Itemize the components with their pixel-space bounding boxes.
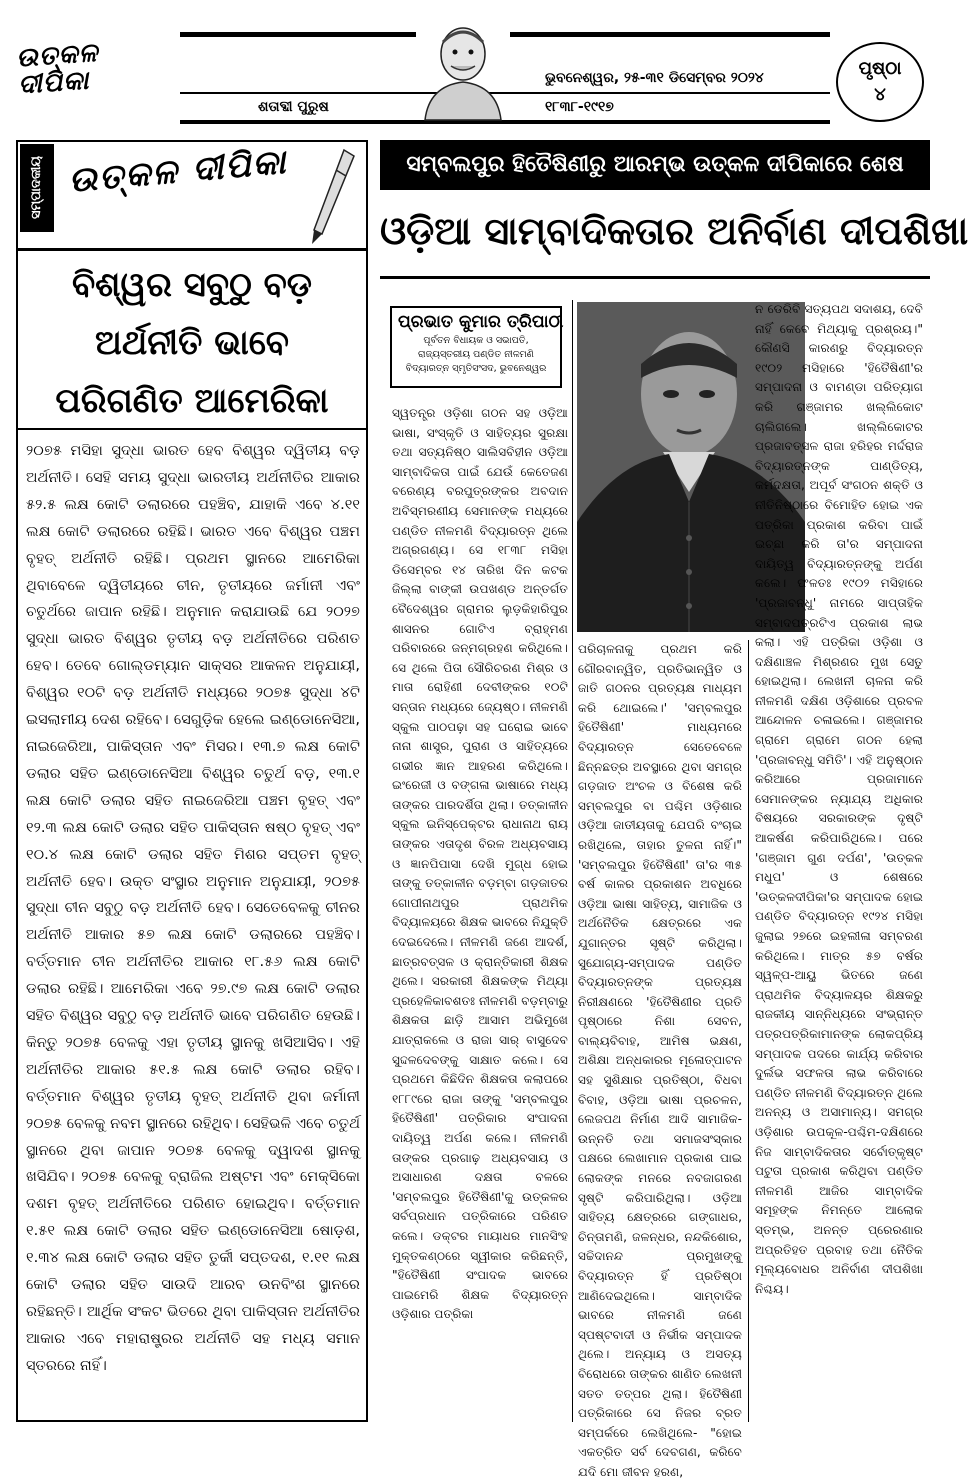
editorial-headline-line-2: ପରିଗଣିତ ଆମେରିକା: [55, 381, 329, 421]
feature-column-1: ସ୍ୱତନ୍ତ୍ର ଓଡ଼ିଶା ଗଠନ ସହ ଓଡ଼ିଆ ଭାଷା, ସଂସ୍କୃତି ଓ ସାହିତ୍ୟର ସୁରକ୍ଷା ତଥା ସତ୍ୟନିଷ୍ଠ ସାଲିସବିହୀନ ଓଡ଼ିଆ ସାମ୍ବାଦିକତା ପାଇଁ ଯେଉଁ କେତେଜଣ ବରେଣ୍ୟ ବରପୁତ୍ରଙ୍କର ଅବଦାନ ଅବିସ୍ମରଣୀୟ ସେମାନଙ୍କ ମଧ୍ୟରେ ପଣ୍ଡିତ ନୀଳମଣି ବିଦ୍ୟାରତ୍ନ ଥିଲେ ଅଗ୍ରଗଣ୍ୟ। ସେ ୧୮୩୮ ମସିହା ଡିସେମ୍ବର ୧୪ ତାରିଖ ଦିନ କଟକ ଜିଲ୍ଲା ବାଙ୍କୀ ଉପଖଣ୍ଡ ଅନ୍ତର୍ଗତ ବୈଦେଶ୍ୱର ଗ୍ରାମର ଲୁଡ଼କିହାରିପୁର ଶାସନର ଗୋଟିଏ ବ୍ରାହ୍ମଣ ପରିବାରରେ ଜନ୍ମଗ୍ରହଣ କରିଥିଲେ। ସେ ଥିଲେ ପିତା ସୌରିଚରଣ ମିଶ୍ର ଓ ମାତା ରୋହିଣୀ ଦେବୀଙ୍କର ୧୦ଟି ସନ୍ତାନ ମଧ୍ୟରେ ଜ୍ୟେଷ୍ଠ। ନୀଳମଣି ସ୍କୁଲ ପାଠପଢ଼ା ସହ ଘରୋଇ ଭାବେ ନାନା ଶାସ୍ତ୍ର, ପୁରାଣ ଓ ସାହିତ୍ୟରେ ଗଭୀର ଜ୍ଞାନ ଆହରଣ କରିଥିଲେ। ଇଂରେଜୀ ଓ ବଙ୍ଗଳା ଭାଷାରେ ମଧ୍ୟ ତାଙ୍କର ପାରଦର୍ଶିତା ଥିଲା। ତତ୍କାଳୀନ ସ୍କୁଲ ଇନିସ୍ପେକ୍ଟର ରାଧାନାଥ ରାୟ ତାଙ୍କର ଏତାଦୃଶ ବିରଳ ଅଧ୍ୟବସାୟ ଓ ଜ୍ଞାନପିପାସା ଦେଖି ମୁଗ୍ଧ ହୋଇ ତାଙ୍କୁ ତତ୍କାଳୀନ ବଡ଼ମ୍ବା ଗଡ଼ଜାତର ଗୋପୀନାଥପୁର ପ୍ରାଥମିକ ବିଦ୍ୟାଳୟରେ ଶିକ୍ଷକ ଭାବରେ ନିଯୁକ୍ତି ଦେଇଦେଲେ। ନୀଳମଣି ଜଣେ ଆଦର୍ଶ, ଛାତ୍ରବତ୍ସଳ ଓ କ୍ରାନ୍ତିକାରୀ ଶିକ୍ଷକ ଥିଲେ। ସରକାରୀ ଶିକ୍ଷକଙ୍କ ମିଥ୍ୟା ପ୍ରହେଳିକାବଶତଃ ନୀଳମଣି ବଡ଼ମ୍ବାରୁ ଶିକ୍ଷକତା ଛାଡ଼ି ଆସାମ ଅଭିମୁଖେ ଯାତ୍ରାକଲେ ଓ ରାଜା ସାର୍ ବାସୁଦେବ ସୁଦ୍ଦଳଦେବଙ୍କୁ ସାକ୍ଷାତ କଲେ। ସେ ପ୍ରଥମେ କିଛିଦିନ ଶିକ୍ଷକତା କଲାପରେ ୧୮୮୯ରେ ରାଜା ତାଙ୍କୁ 'ସମ୍ବଲପୁର ହିତୈଷିଣୀ' ପତ୍ରିକାର ସଂପାଦନା ଦାୟିତ୍ୱ ଅର୍ପଣ କଲେ। ନୀଳମଣି ତାଙ୍କର ପ୍ରଗାଢ଼ ଅଧ୍ୟବସାୟ ଓ ଅସାଧାରଣ ଦକ୍ଷତା ବଳରେ 'ସମ୍ବଲପୁର ହିତୈଷିଣୀ'କୁ ଉତ୍କଳର ସର୍ବପ୍ରଧାନ ପତ୍ରିକାରେ ପରିଣତ କଲେ। ଡକ୍ଟର ମାୟାଧର ମାନସିଂହ ମୁକ୍ତକଣ୍ଠରେ ସ୍ୱୀକାର କରିଛନ୍ତି, "ହିତୈଷିଣୀ ସଂପାଦକ ଭାବରେ ପାଇମେରି ଶିକ୍ଷକ ବିଦ୍ୟାରତ୍ନ ଓଡ଼ିଶାର ପତ୍ରିକା: [392, 406, 568, 1322]
page-label: ପୃଷ୍ଠା: [858, 58, 902, 79]
years-label: ୧୮୩୮-୧୯୧୭: [545, 99, 614, 115]
editorial-column-masthead: ଉତ୍କଳ ଦୀପିକା: [66, 141, 289, 201]
editorial-headline-rule: [18, 428, 366, 430]
page-number-badge: [836, 42, 924, 122]
centenary-label: ଶତାବ୍ଦୀ ପୁରୁଷ: [258, 99, 329, 115]
editorial-rule: [18, 248, 366, 251]
column-divider-2: [748, 640, 749, 1422]
page-number: ୪: [874, 84, 886, 105]
pen-icon: [300, 146, 360, 246]
header-rule-top: [180, 32, 416, 37]
author-title: ପୂର୍ବତନ ବିଧାୟକ ଓ ସଭାପତି, ରାଜ୍ୟସ୍ତରୀୟ ପଣ୍ଡିତ ନୀଳମଣି ବିଦ୍ୟାରତ୍ନ ସ୍ମୃତିସଂସଦ, ଭୁବନେଶ୍ୱର: [405, 335, 547, 374]
header-rule-bottom: [180, 120, 830, 124]
author-name: ପ୍ରଭାତ କୁମାର ତ୍ରିପାଠୀ: [398, 312, 564, 332]
editorial-vertical-label: ସମ୍ପାଦକୀୟ: [20, 144, 54, 232]
founder-portrait-icon: [417, 20, 509, 120]
author-byline: [390, 306, 562, 388]
header-rule-top-right: [510, 32, 830, 37]
feature-headline: ଓଡ଼ିଆ ସାମ୍ବାଦିକତାର ଅନିର୍ବାଣ ଦୀପଶିଖା: [380, 209, 968, 253]
feature-column-2: ପରିଚାଳନାକୁ ପ୍ରଥମ କରି ଗୌରବାନ୍ୱିତ, ପ୍ରତିଭାନ୍ୱିତ ଓ ଜାତି ଗଠନର ପ୍ରତ୍ୟକ୍ଷ ମାଧ୍ୟମ କରି ଥୋଇଲେ।' 'ସମ୍ବଲପୁର ହିତୈଷିଣୀ' ମାଧ୍ୟମରେ ବିଦ୍ୟାରତ୍ନ ସେତେବେଳେ ଛିନ୍ନଛତ୍ର ଅବସ୍ଥାରେ ଥିବା ସମଗ୍ର ଗଡ଼ଜାତ ଅଂଚଳ ଓ ବିଶେଷ କରି ସମ୍ବଲପୁର ବା ପଶ୍ଚିମ ଓଡ଼ିଶାର ଓଡ଼ିଆ ଜାତୀୟତାକୁ ଯେପରି ବଂଚାଇ ରଖିଥିଲେ, ତାହାର ତୁଳନା ନାହିଁ।" 'ସମ୍ବଲପୁର ହିତୈଷିଣୀ' ତା'ର ୩୫ ବର୍ଷ କାଳର ପ୍ରକାଶନ ଅବଧିରେ ଓଡ଼ିଆ ଭାଷା ସାହିତ୍ୟ, ସାମାଜିକ ଓ ଅର୍ଥନୈତିକ କ୍ଷେତ୍ରରେ ଏକ ଯୁଗାନ୍ତର ସୃଷ୍ଟି କରିଥିଲା। ସୁଯୋଗ୍ୟ-ସମ୍ପାଦକ ପଣ୍ଡିତ ବିଦ୍ୟାରତ୍ନଙ୍କ ପ୍ରତ୍ୟକ୍ଷ ନିରୀକ୍ଷଣରେ 'ହିତୈଷିଣୀର ପ୍ରତି ପୃଷ୍ଠାରେ ନିଶା ସେବନ, ବାଲ୍ୟବିବାହ, ଆମିଷ ଭକ୍ଷଣ, ଅଶିକ୍ଷା ଅନ୍ଧକାରର ମୂଳୋତ୍ପାଟନ ସହ ସୁଶିକ୍ଷାର ପ୍ରତିଷ୍ଠା, ବିଧବା ବିବାହ, ଓଡ଼ିଆ ଭାଷା ପ୍ରଚଳନ, ଲେଜପଥ ନିର୍ମାଣ ଆଦି ସାମାଜିକ-ଉନ୍ନତି ତଥା ସମାଜସଂସ୍କାର ପକ୍ଷରେ ଲେଖାମାନ ପ୍ରକାଶ ପାଇ ଲୋକଙ୍କ ମନରେ ନବଜାଗରଣ ସୃଷ୍ଟି କରିପାରିଥିଲା। ଓଡ଼ିଆ ସାହିତ୍ୟ କ୍ଷେତ୍ରରେ ଗଙ୍ଗାଧର, ଚିନ୍ତାମଣି, ଜଳନ୍ଧର, ନନ୍ଦକିଶୋର, ସଚ୍ଚିଦାନନ୍ଦ ପ୍ରମୁଖଙ୍କୁ ବିଦ୍ୟାରତ୍ନ ହିଁ ପ୍ରତିଷ୍ଠା ଆଣିଦେଇଥିଲେ। ସାମ୍ବାଦିକ ଭାବରେ ନୀଳମଣି ଜଣେ ସ୍ପଷ୍ଟବାଦୀ ଓ ନିର୍ଭୀକ ସମ୍ପାଦକ ଥିଲେ। ଅନ୍ୟାୟ ଓ ଅସତ୍ୟ ବିରୋଧରେ ତାଙ୍କର ଶାଣିତ ଲେଖନୀ ସତତ ତତ୍ପର ଥିଲା। ହିତୈଷିଣୀ ପତ୍ରିକାରେ ସେ ନିଜର ବ୍ରତ ସମ୍ପର୍କରେ ଲେଖିଥିଲେ- "ହୋଇ ଏକତ୍ରିତ ସର୍ବ ଦେବଗଣ, କରିବେ ଯଦି ମୋ ଜୀବନ ହରଣ,: [578, 642, 742, 1479]
editorial-body: ୨୦୭୫ ମସିହା ସୁଦ୍ଧା ଭାରତ ହେବ ବିଶ୍ୱର ଦ୍ୱିତୀୟ ବଡ଼ ଅର୍ଥନୀତି। ସେହି ସମୟ ସୁଦ୍ଧା ଭାରତୀୟ ଅର୍ଥନୀତିର ଆକାର ୫୨.୫ ଲକ୍ଷ କୋଟି ଡଲାରରେ ପହଞ୍ଚିବ, ଯାହାକି ଏବେ ୪.୧୧ ଲକ୍ଷ କୋଟି ଡଲାରରେ ରହିଛି। ଭାରତ ଏବେ ବିଶ୍ୱର ପଞ୍ଚମ ବୃହତ୍ ଅର୍ଥନୀତି ରହିଛି। ପ୍ରଥମ ସ୍ଥାନରେ ଆମେରିକା ଥିବାବେଳେ ଦ୍ୱିତୀୟରେ ଚୀନ, ତୃତୀୟରେ ଜର୍ମାନୀ ଏବଂ ଚତୁର୍ଥରେ ଜାପାନ ରହିଛି। ଅନୁମାନ କରାଯାଉଛି ଯେ ୨୦୨୭ ସୁଦ୍ଧା ଭାରତ ବିଶ୍ୱର ତୃତୀୟ ବଡ଼ ଅର୍ଥନୀତିରେ ପରିଣତ ହେବ। ତେବେ ଗୋଲ୍ଡମ୍ୟାନ ସାକ୍ସର ଆକଳନ ଅନୁଯାୟୀ, ବିଶ୍ୱର ୧୦ଟି ବଡ଼ ଅର୍ଥନୀତି ମଧ୍ୟରେ ୨୦୭୫ ସୁଦ୍ଧା ୪ଟି ଇସଲାମୀୟ ଦେଶ ରହିବେ। ସେଗୁଡ଼ିକ ହେଲେ ଇଣ୍ଡୋନେସିଆ, ନାଇଜେରିଆ, ପାକିସ୍ତାନ ଏବଂ ମିସର। ୧୩.୭ ଲକ୍ଷ କୋଟି ଡଲାର ସହିତ ଇଣ୍ଡୋନେସିଆ ବିଶ୍ୱର ଚତୁର୍ଥ ବଡ଼, ୧୩.୧ ଲକ୍ଷ କୋଟି ଡଲାର ସହିତ ନାଇଜେରିଆ ପଞ୍ଚମ ବୃହତ୍ ଏବଂ ୧୨.୩ ଲକ୍ଷ କୋଟି ଡଲାର ସହିତ ପାକିସ୍ତାନ ଷଷ୍ଠ ବୃହତ୍ ଏବଂ ୧୦.୪ ଲକ୍ଷ କୋଟି ଡଲାର ସହିତ ମିଶର ସପ୍ତମ ବୃହତ୍ ଅର୍ଥନୀତି ହେବ। ଉକ୍ତ ସଂସ୍ଥାର ଅନୁମାନ ଅନୁଯାୟୀ, ୨୦୭୫ ସୁଦ୍ଧା ଚୀନ ସବୁଠୁ ବଡ଼ ଅର୍ଥନୀତି ହେବ। ସେତେବେଳକୁ ଚୀନର ଅର୍ଥନୀତି ଆକାର ୫୭ ଲକ୍ଷ କୋଟି ଡଲାରରେ ପହଞ୍ଚିବ। ବର୍ତ୍ତମାନ ଚୀନ ଅର୍ଥନୀତିର ଆକାର ୧୮.୫୬ ଲକ୍ଷ କୋଟି ଡଲାର ରହିଛି। ଆମେରିକା ଏବେ ୨୭.୯୭ ଲକ୍ଷ କୋଟି ଡଲାର ସହିତ ବିଶ୍ୱର ସବୁଠୁ ବଡ଼ ଅର୍ଥନୀତି ଭାବେ ପରିଗଣିତ ହେଉଛି। କିନ୍ତୁ ୨୦୭୫ ବେଳକୁ ଏହା ତୃତୀୟ ସ୍ଥାନକୁ ଖସିଆସିବ। ଏହି ଅର୍ଥନୀତିର ଆକାର ୫୧.୫ ଲକ୍ଷ କୋଟି ଡଲାର ରହିବ। ବର୍ତ୍ତମାନ ବିଶ୍ୱର ତୃତୀୟ ବୃହତ୍ ଅର୍ଥନୀତି ଥିବା ଜର୍ମାନୀ ୨୦୭୫ ବେଳକୁ ନବମ ସ୍ଥାନରେ ରହିଥିବ। ସେହିଭଳି ଏବେ ଚତୁର୍ଥ ସ୍ଥାନରେ ଥିବା ଜାପାନ ୨୦୭୫ ବେଳକୁ ଦ୍ୱାଦଶ ସ୍ଥାନକୁ ଖସିଯିବ। ୨୦୭୫ ବେଳକୁ ବ୍ରାଜିଲ ଅଷ୍ଟମ ଏବଂ ମେକ୍ସିକୋ ଦଶମ ବୃହତ୍ ଅର୍ଥନୀତିରେ ପରିଣତ ହୋଇଥିବ। ବର୍ତ୍ତମାନ ୧.୫୧ ଲକ୍ଷ କୋଟି ଡଲାର ସହିତ ଇଣ୍ଡୋନେସିଆ ଷୋଡ଼ଶ, ୧.୩୪ ଲକ୍ଷ କୋଟି ଡଲାର ସହିତ ତୁର୍କୀ ସପ୍ତଦଶ, ୧.୧୧ ଲକ୍ଷ କୋଟି ଡଲାର ସହିତ ସାଉଦି ଆରବ ଉନବିଂଶ ସ୍ଥାନରେ ରହିଛନ୍ତି। ଆର୍ଥିକ ସଂକଟ ଭିତରେ ଥିବା ପାକିସ୍ତାନ ଅର୍ଥନୀତିର ଆକାର ଏବେ ମହାରାଷ୍ଟ୍ରର ଅର୍ଥନୀତି ସହ ମଧ୍ୟ ସମାନ ସ୍ତରରେ ନାହିଁ।: [26, 442, 360, 1374]
feature-kicker: ସମ୍ବଲପୁର ହିତୈଷିଣୀରୁ ଆରମ୍ଭ ଉତ୍କଳ ଦୀପିକାରେ ଶେଷ: [380, 140, 930, 190]
column-divider-1: [572, 300, 573, 1422]
feature-column-3: ନ ଡେରିବି ସତ୍ୟପଥ ସଦାଶୟ, ଦେବି ନାହିଁ କେବେ ମିଥ୍ୟାକୁ ପ୍ରଶ୍ରୟ।" କୌଣସି କାରଣରୁ ବିଦ୍ୟାରତ୍ନ ୧୯୦୨ ମସିହାରେ 'ହିତୈଷିଣୀ'ର ସମ୍ପାଦନା ଓ ବାମଣ୍ଡା ପରିତ୍ୟାଗ କରି ଗଞ୍ଜାମର ଖଲ୍ଲିକୋଟ ଚାଲିଗଲେ। ଖଲ୍ଲିକୋଟର ପ୍ରଜାବତ୍ସଳ ରାଜା ହରିହର ମର୍ଦ୍ଦରାଜ ବିଦ୍ୟାରତ୍ନଙ୍କ ପାଣ୍ଡିତ୍ୟ, କର୍ମଦକ୍ଷତା, ଅପୂର୍ବ ସଂଗଠନ ଶକ୍ତି ଓ ନୀତିନିଷ୍ଠାରେ ବିମୋହିତ ହୋଇ ଏକ ପତ୍ରିକା ପ୍ରକାଶ କରିବା ପାଇଁ ଇଚ୍ଛା କରି ତା'ର ସମ୍ପାଦନା ଦାୟିତ୍ୱ ବିଦ୍ୟାରତ୍ନଙ୍କୁ ଅର୍ପଣ କଲେ। ଫଳତଃ ୧୯୦୨ ମସିହାରେ 'ପ୍ରଜାବନ୍ଧୁ' ନାମରେ ସାପ୍ତାହିକ ସମ୍ବାଦପତ୍ରଟିଏ ପ୍ରକାଶ ଲାଭ କଲା। ଏହି ପତ୍ରିକା ଓଡ଼ିଶା ଓ ଦକ୍ଷିଣାଞ୍ଚଳ ମିଶ୍ରଣର ମୁଖ ସେତୁ ହୋଇଥିଲା। ଲେଖନୀ ଚାଳନା କରି ନୀଳମଣି ଦକ୍ଷିଣ ଓଡ଼ିଶାରେ ପ୍ରବଳ ଆନ୍ଦୋଳନ ଚଳାଇଲେ। ଗଞ୍ଜାମର ଗ୍ରାମେ ଗ୍ରାମେ ଗଠନ ହେଲା 'ପ୍ରଜାବନ୍ଧୁ ସମିତି'। ଏହି ଅନୁଷ୍ଠାନ କରିଆରେ ପ୍ରଜାମାନେ ସେମାନଙ୍କର ନ୍ୟାଯ୍ୟ ଅଧିକାର ବିଷୟରେ ସରକାରଙ୍କ ଦୃଷ୍ଟି ଆକର୍ଷଣ କରିପାରିଥିଲେ। ପରେ 'ଗଞ୍ଜାମ ଗୁଣ ଦର୍ପଣ', 'ଉତ୍କଳ ମଧୁପ' ଓ ଶେଷରେ 'ଉତ୍କଳଦୀପିକା'ର ସମ୍ପାଦକ ହୋଇ ପଣ୍ଡିତ ବିଦ୍ୟାରତ୍ନ ୧୯୨୪ ମସିହା ଜୁଲାଇ ୨୭ରେ ଇହଲୀଳା ସମ୍ବରଣ କରିଥିଲେ। ମାତ୍ର ୫୭ ବର୍ଷର ସ୍ୱଳ୍ପ-ଆୟୁ ଭିତରେ ଜଣେ ପ୍ରାଥମିକ ବିଦ୍ୟାଳୟର ଶିକ୍ଷକରୁ ରାଜକୀୟ ସାନ୍ନିଧ୍ୟରେ ସଂଭ୍ରାନ୍ତ ପତ୍ରପତ୍ରିକାମାନଙ୍କ ଲୋକପ୍ରିୟ ସମ୍ପାଦକ ପଦରେ କାର୍ଯ୍ୟ କରିବାର ଦୁର୍ଲଭ ସଫଳତା ଲାଭ କରିବାରେ ପଣ୍ଡିତ ନୀଳମଣି ବିଦ୍ୟାରତ୍ନ ଥିଲେ ଅନନ୍ୟ ଓ ଅସାମାନ୍ୟ। ସମଗ୍ର ଓଡ଼ିଶାର ଉପକୂଳ-ପଶ୍ଚିମ-ଦକ୍ଷିଣରେ ନିଜ ସାମ୍ବାଦିକତାର ସର୍ବୋତ୍କୃଷ୍ଟ ପଟୁତା ପ୍ରକାଶ କରିଥିବା ପଣ୍ଡିତ ନୀଳମଣି ଆଜିର ସାମ୍ବାଦିକ ସମୂହଙ୍କ ନିମନ୍ତେ ଆଲୋକ ସ୍ତମ୍ଭ, ଅନନ୍ତ ପ୍ରେରଣାର ଅପ୍ରତିହତ ପ୍ରବାହ ତଥା ନୈତିକ ମୂଲ୍ୟବୋଧର ଅନିର୍ବାଣ ଦୀପଶିଖା ନିଶ୍ଚୟ।: [755, 302, 923, 1296]
feature-headline-rule: [380, 276, 930, 279]
masthead-logo: ଉତ୍କଳ ଦୀପିକା: [15, 37, 100, 101]
place-date: ଭୁବନେଶ୍ୱର, ୨୫-୩୧ ଡିସେମ୍ବର ୨୦୨୪: [545, 70, 764, 86]
editorial-headline: [24, 256, 360, 426]
editorial-headline-line-1: ବିଶ୍ୱର ସବୁଠୁ ବଡ଼ ଅର୍ଥନୀତି ଭାବେ: [71, 265, 312, 363]
